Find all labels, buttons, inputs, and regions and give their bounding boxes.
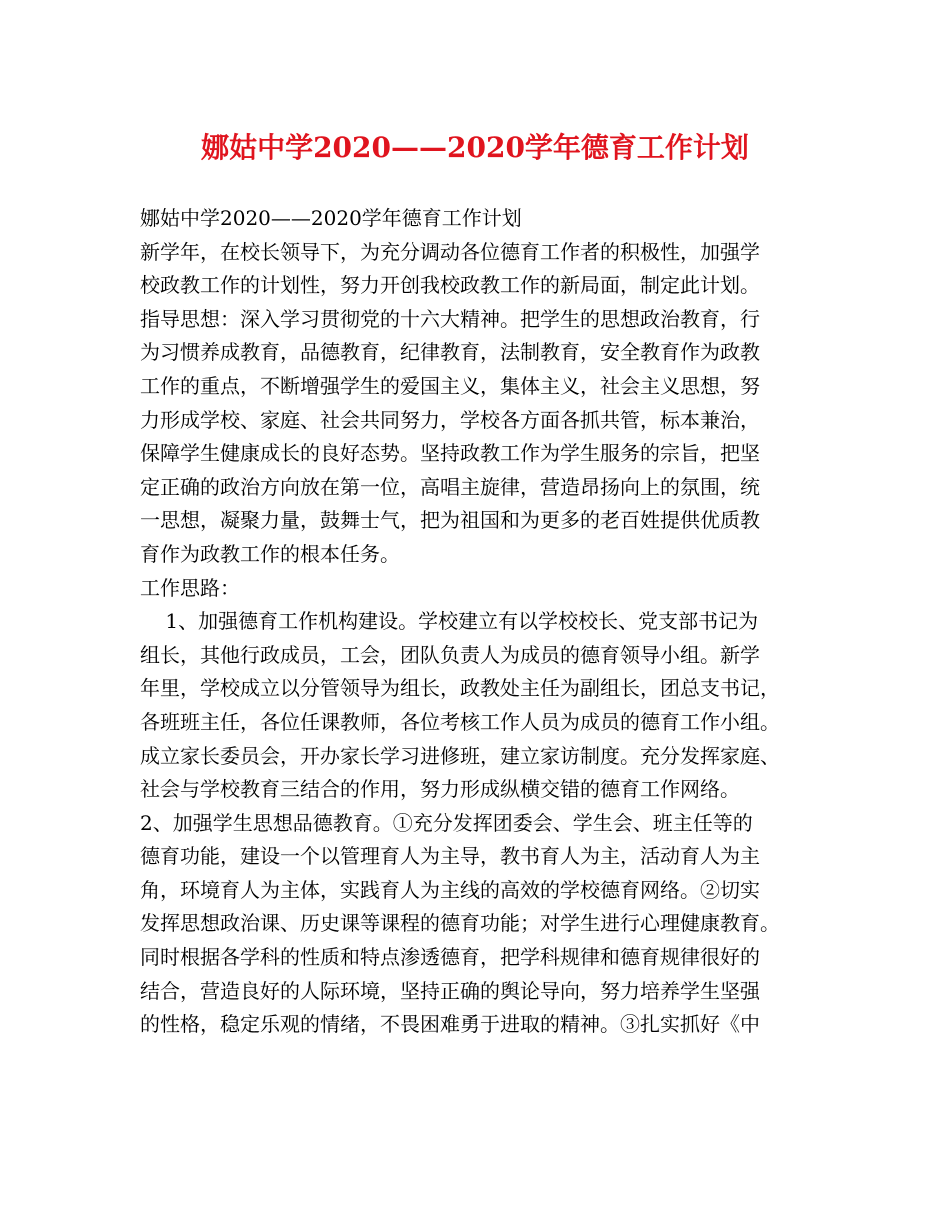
paragraph-line: 校政教工作的计划性，努力开创我校政教工作的新局面，制定此计划。: [140, 273, 760, 298]
paragraph-line: 保障学生健康成长的良好态势。坚持政教工作为学生服务的宗旨，把坚: [140, 441, 760, 466]
paragraph-line: 为习惯养成教育，品德教育，纪律教育，法制教育，安全教育作为政教: [140, 340, 760, 365]
paragraph-line: 同时根据各学科的性质和特点渗透德育，把学科规律和德育规律很好的: [140, 945, 760, 970]
paragraph-line: 力形成学校、家庭、社会共同努力，学校各方面各抓共管，标本兼治，: [140, 407, 760, 432]
paragraph-line: 社会与学校教育三结合的作用，努力形成纵横交错的德育工作网络。: [140, 777, 740, 802]
paragraph-line: 1、加强德育工作机构建设。学校建立有以学校校长、党支部书记为: [140, 609, 759, 634]
paragraph-line: 年里，学校成立以分管领导为组长，政教处主任为副组长，团总支书记，: [140, 676, 780, 701]
document-title: 娜姑中学2020——2020学年德育工作计划: [201, 131, 749, 164]
paragraph-line: 的性格，稳定乐观的情绪，不畏困难勇于进取的精神。③扎实抓好《中: [140, 1012, 760, 1037]
paragraph-line: 育作为政教工作的根本任务。: [140, 541, 400, 566]
paragraph-line: 组长，其他行政成员，工会，团队负责人为成员的德育领导小组。新学: [140, 642, 760, 667]
paragraph-line: 定正确的政治方向放在第一位，高唱主旋律，营造昂扬向上的氛围，统: [140, 474, 760, 499]
paragraph-line: 结合，营造良好的人际环境，坚持正确的舆论导向，努力培养学生坚强: [140, 978, 760, 1003]
paragraph-line: 2、加强学生思想品德教育。①充分发挥团委会、学生会、班主任等的: [140, 810, 753, 835]
paragraph-line: 工作思路：: [140, 575, 240, 600]
paragraph-line: 一思想，凝聚力量，鼓舞士气，把为祖国和为更多的老百姓提供优质教: [140, 508, 760, 533]
paragraph-line: 发挥思想政治课、历史课等课程的德育功能；对学生进行心理健康教育。: [140, 911, 780, 936]
paragraph-line: 德育功能，建设一个以管理育人为主导，教书育人为主，活动育人为主: [140, 844, 760, 869]
paragraph-line: 新学年，在校长领导下，为充分调动各位德育工作者的积极性，加强学: [140, 239, 760, 264]
paragraph-line: 工作的重点，不断增强学生的爱国主义，集体主义，社会主义思想，努: [140, 373, 760, 398]
document-body: [140, 202, 830, 1042]
paragraph-line: 成立家长委员会，开办家长学习进修班，建立家访制度。充分发挥家庭、: [140, 743, 780, 768]
paragraph-line: 角，环境育人为主体，实践育人为主线的高效的学校德育网络。②切实: [140, 877, 760, 902]
paragraph-line: 指导思想：深入学习贯彻党的十六大精神。把学生的思想政治教育，行: [140, 306, 760, 331]
paragraph-line: 各班班主任，各位任课教师，各位考核工作人员为成员的德育工作小组。: [140, 709, 780, 734]
paragraph-line: 娜姑中学2020——2020学年德育工作计划: [140, 206, 522, 230]
